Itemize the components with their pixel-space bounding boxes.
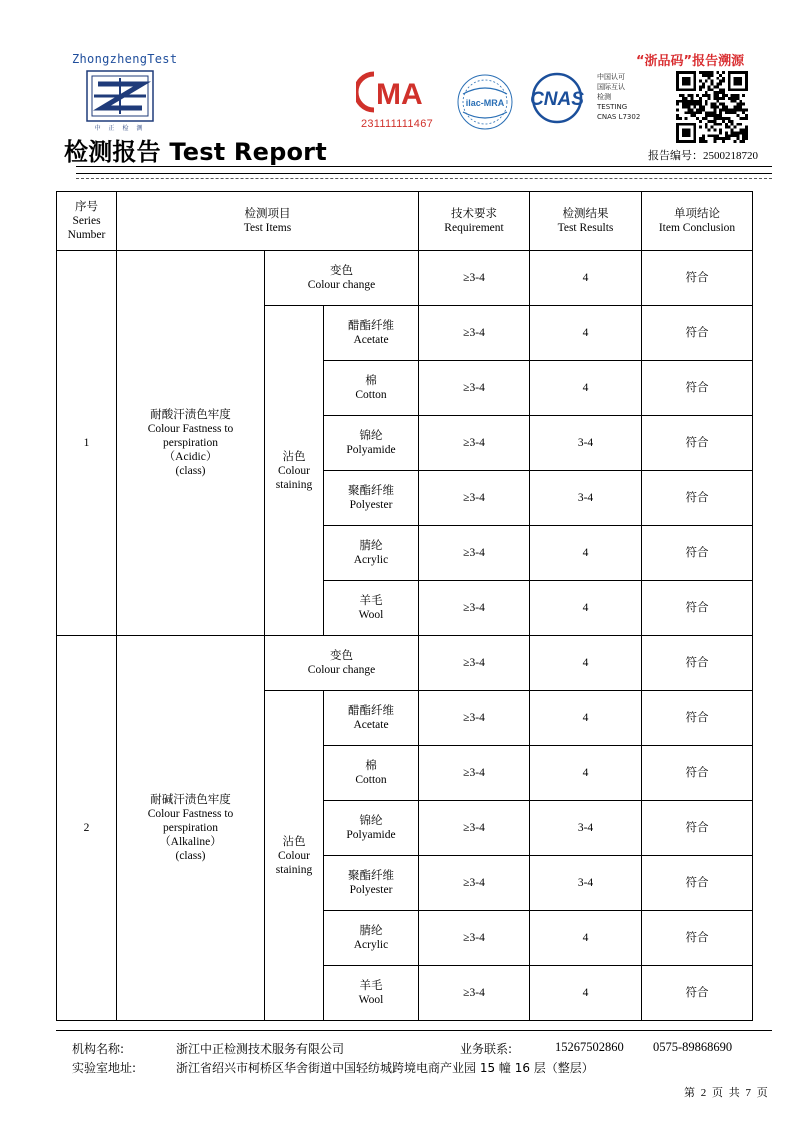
result-cell: 4 — [530, 746, 642, 801]
fibre-name: 腈纶 Acrylic — [324, 526, 419, 581]
conclusion-cell: 符合 — [642, 251, 753, 306]
cnas-logo — [524, 72, 590, 124]
series-number: 2 — [57, 636, 117, 1021]
report-number: 报告编号：2500218720 — [648, 150, 758, 162]
result-cell: 4 — [530, 911, 642, 966]
lab-address: 浙江省绍兴市柯桥区华舍街道中国轻纺城跨境电商产业园 15 幢 16 层（整层） — [176, 1061, 594, 1075]
cma-text: MA — [376, 78, 423, 111]
result-cell: 4 — [530, 526, 642, 581]
header-divider-dashed — [76, 178, 772, 180]
fibre-name: 羊毛 Wool — [324, 966, 419, 1021]
fibre-name: 聚酯纤维 Polyester — [324, 856, 419, 911]
result-cell: 4 — [530, 966, 642, 1021]
conclusion-cell: 符合 — [642, 636, 753, 691]
fibre-name: 棉 Cotton — [324, 361, 419, 416]
conclusion-cell: 符合 — [642, 306, 753, 361]
trace-label: “浙品码”报告溯源 — [636, 54, 745, 69]
requirement-cell: ≥3-4 — [419, 636, 530, 691]
institution-label: 机构名称: — [72, 1042, 125, 1056]
colour-staining-label: 沾色 Colour staining — [265, 306, 324, 636]
requirement-cell: ≥3-4 — [419, 856, 530, 911]
conclusion-cell: 符合 — [642, 691, 753, 746]
conclusion-cell: 符合 — [642, 471, 753, 526]
header-test-items: 检测项目 Test Items — [117, 192, 419, 251]
cma-logo — [356, 70, 436, 114]
page-number: 第 2 页 共 7 页 — [684, 1087, 768, 1099]
conclusion-cell: 符合 — [642, 581, 753, 636]
footer-divider — [56, 1030, 772, 1031]
requirement-cell: ≥3-4 — [419, 251, 530, 306]
fibre-name: 醋酯纤维 Acetate — [324, 691, 419, 746]
cnas-info-line: 中国认可 — [597, 73, 625, 81]
fibre-name: 锦纶 Polyamide — [324, 416, 419, 471]
conclusion-cell: 符合 — [642, 801, 753, 856]
header-conclusion: 单项结论 Item Conclusion — [642, 192, 753, 251]
company-logo — [86, 70, 154, 122]
result-cell: 4 — [530, 306, 642, 361]
fibre-name: 棉 Cotton — [324, 746, 419, 801]
conclusion-cell: 符合 — [642, 526, 753, 581]
conclusion-cell: 符合 — [642, 911, 753, 966]
qr-code[interactable] — [676, 71, 748, 143]
results-table — [56, 191, 753, 1021]
requirement-cell: ≥3-4 — [419, 306, 530, 361]
fibre-name: 羊毛 Wool — [324, 581, 419, 636]
test-item-name: 耐碱汗渍色牢度 Colour Fastness to perspiration （Alkaline） (class) — [117, 636, 265, 1021]
requirement-cell: ≥3-4 — [419, 966, 530, 1021]
ilac-mra-logo — [455, 72, 515, 132]
institution-name: 浙江中正检测技术服务有限公司 — [176, 1042, 345, 1056]
conclusion-cell: 符合 — [642, 746, 753, 801]
requirement-cell: ≥3-4 — [419, 911, 530, 966]
cnas-info-line: TESTING — [597, 103, 628, 111]
requirement-cell: ≥3-4 — [419, 471, 530, 526]
report-title: 检测报告 Test Report — [64, 138, 327, 166]
table-header-row — [57, 192, 753, 251]
fibre-name: 醋酯纤维 Acetate — [324, 306, 419, 361]
logo-caption: 中 正 检 测 — [94, 125, 146, 132]
cma-number: 231111111467 — [360, 118, 434, 130]
header-results: 检测结果 Test Results — [530, 192, 642, 251]
colour-change-label: 变色 Colour change — [265, 251, 419, 306]
table-row — [57, 636, 753, 691]
requirement-cell: ≥3-4 — [419, 801, 530, 856]
brand-name: ZhongzhengTest — [72, 52, 178, 66]
result-cell: 3-4 — [530, 856, 642, 911]
table-row — [57, 251, 753, 306]
ilac-text: ilac-MRA — [465, 98, 505, 108]
series-number: 1 — [57, 251, 117, 636]
result-cell: 3-4 — [530, 416, 642, 471]
requirement-cell: ≥3-4 — [419, 746, 530, 801]
requirement-cell: ≥3-4 — [419, 416, 530, 471]
fibre-name: 锦纶 Polyamide — [324, 801, 419, 856]
conclusion-cell: 符合 — [642, 416, 753, 471]
business-phone-mobile: 15267502860 — [555, 1040, 624, 1054]
result-cell: 4 — [530, 636, 642, 691]
result-cell: 3-4 — [530, 801, 642, 856]
test-item-name: 耐酸汗渍色牢度 Colour Fastness to perspiration （Acidic） (class) — [117, 251, 265, 636]
result-cell: 4 — [530, 361, 642, 416]
fibre-name: 腈纶 Acrylic — [324, 911, 419, 966]
requirement-cell: ≥3-4 — [419, 691, 530, 746]
result-cell: 4 — [530, 691, 642, 746]
requirement-cell: ≥3-4 — [419, 581, 530, 636]
cnas-info-line: 检测 — [597, 93, 611, 101]
requirement-cell: ≥3-4 — [419, 526, 530, 581]
cnas-text: CNAS — [530, 89, 584, 110]
header-divider — [76, 166, 772, 174]
header-series: 序号 Series Number — [57, 192, 117, 251]
result-cell: 4 — [530, 251, 642, 306]
cnas-accreditation-text — [597, 72, 640, 122]
result-cell: 4 — [530, 581, 642, 636]
header-requirement: 技术要求 Requirement — [419, 192, 530, 251]
business-contact-label: 业务联系: — [460, 1042, 513, 1056]
cnas-info-line: CNAS L7302 — [597, 113, 641, 121]
conclusion-cell: 符合 — [642, 966, 753, 1021]
colour-change-label: 变色 Colour change — [265, 636, 419, 691]
conclusion-cell: 符合 — [642, 361, 753, 416]
fibre-name: 聚酯纤维 Polyester — [324, 471, 419, 526]
colour-staining-label: 沾色 Colour staining — [265, 691, 324, 1021]
business-phone-landline: 0575-89868690 — [653, 1040, 733, 1054]
lab-address-label: 实验室地址: — [72, 1061, 137, 1075]
conclusion-cell: 符合 — [642, 856, 753, 911]
result-cell: 3-4 — [530, 471, 642, 526]
requirement-cell: ≥3-4 — [419, 361, 530, 416]
cnas-info-line: 国际互认 — [597, 83, 625, 91]
